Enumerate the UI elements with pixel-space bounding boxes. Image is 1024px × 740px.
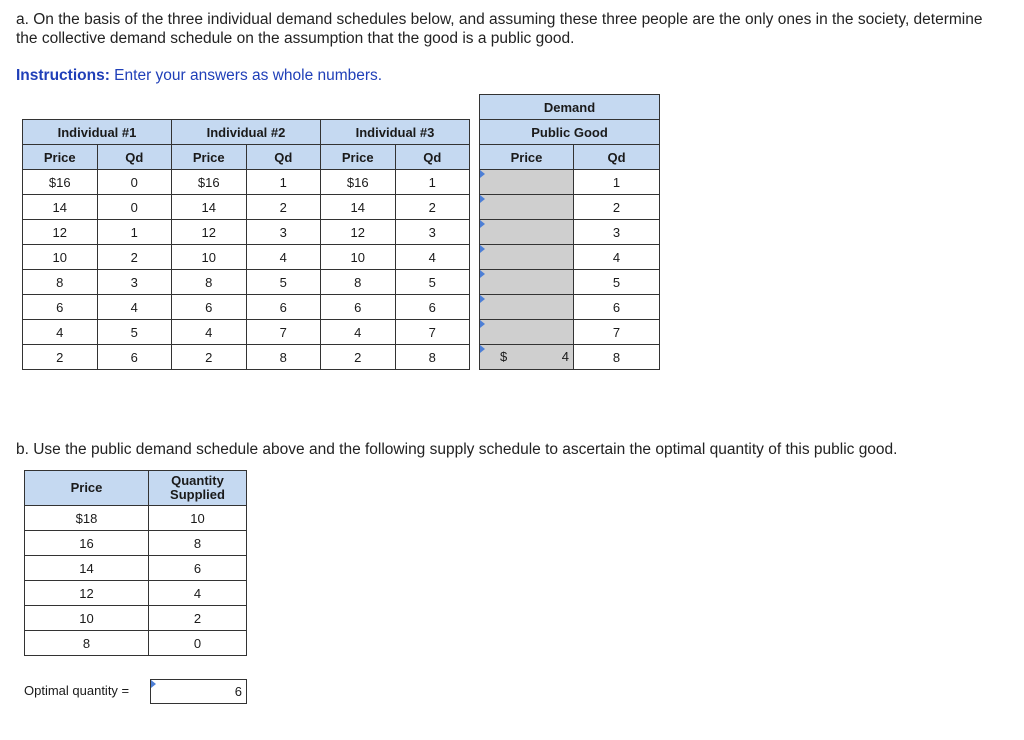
qd-cell: 2 bbox=[97, 245, 172, 270]
col-qd: Qd bbox=[395, 145, 470, 170]
input-flag-icon bbox=[480, 195, 485, 203]
table-row bbox=[480, 245, 660, 270]
table-row bbox=[480, 195, 660, 220]
optimal-quantity-label: Optimal quantity = bbox=[24, 683, 130, 698]
table-row bbox=[480, 295, 660, 320]
table-row bbox=[23, 295, 470, 320]
qd-cell: 4 bbox=[97, 295, 172, 320]
demand-price-input[interactable] bbox=[480, 195, 574, 220]
demand-price-input[interactable] bbox=[480, 170, 574, 195]
supply-price-cell: 16 bbox=[25, 531, 149, 556]
demand-qd-cell: 5 bbox=[574, 270, 660, 295]
price-cell: 2 bbox=[172, 345, 247, 370]
price-cell: 10 bbox=[172, 245, 247, 270]
input-flag-icon bbox=[480, 170, 485, 178]
qd-cell: 8 bbox=[395, 345, 470, 370]
table-row bbox=[25, 581, 247, 606]
qd-cell: 3 bbox=[97, 270, 172, 295]
supply-quantity-cell: 4 bbox=[149, 581, 247, 606]
qd-cell: 1 bbox=[395, 170, 470, 195]
demand-subtitle: Public Good bbox=[480, 120, 660, 145]
price-cell: 12 bbox=[23, 220, 98, 245]
supply-price-cell: 14 bbox=[25, 556, 149, 581]
price-cell: 8 bbox=[321, 270, 396, 295]
supply-quantity-cell: 8 bbox=[149, 531, 247, 556]
table-row bbox=[480, 345, 660, 370]
col-price: Price bbox=[321, 145, 396, 170]
question-a-text: a. On the basis of the three individual demand schedules below, and assuming these three people are the only ones in the society, determine the collective demand schedule on the assumption that the good is a public good. bbox=[16, 11, 983, 47]
price-cell: 14 bbox=[23, 195, 98, 220]
supply-col-price: Price bbox=[25, 471, 149, 506]
demand-col-price: Price bbox=[480, 145, 574, 170]
qd-cell: 3 bbox=[395, 220, 470, 245]
qd-cell: 2 bbox=[395, 195, 470, 220]
table-row bbox=[23, 195, 470, 220]
table-row bbox=[23, 220, 470, 245]
price-cell: $16 bbox=[23, 170, 98, 195]
demand-qd-cell: 8 bbox=[574, 345, 660, 370]
instructions bbox=[16, 66, 382, 85]
qd-cell: 6 bbox=[395, 295, 470, 320]
input-flag-icon bbox=[480, 320, 485, 328]
demand-price-input[interactable] bbox=[480, 320, 574, 345]
demand-qd-cell: 1 bbox=[574, 170, 660, 195]
qd-cell: 5 bbox=[97, 320, 172, 345]
qd-cell: 4 bbox=[395, 245, 470, 270]
price-cell: 10 bbox=[321, 245, 396, 270]
table-row bbox=[25, 531, 247, 556]
price-cell: 6 bbox=[23, 295, 98, 320]
price-cell: 6 bbox=[321, 295, 396, 320]
demand-qd-cell: 4 bbox=[574, 245, 660, 270]
input-flag-icon bbox=[480, 345, 485, 353]
qd-cell: 5 bbox=[246, 270, 321, 295]
input-flag-icon bbox=[480, 245, 485, 253]
optimal-quantity-input[interactable] bbox=[150, 679, 247, 704]
table-row bbox=[23, 345, 470, 370]
qd-cell: 8 bbox=[246, 345, 321, 370]
price-cell: 14 bbox=[321, 195, 396, 220]
supply-price-cell: 10 bbox=[25, 606, 149, 631]
individual-demand-table bbox=[22, 119, 470, 370]
currency-symbol: $ bbox=[500, 349, 508, 364]
demand-qd-cell: 2 bbox=[574, 195, 660, 220]
table-row bbox=[23, 270, 470, 295]
supply-price-cell: $18 bbox=[25, 506, 149, 531]
input-flag-icon bbox=[480, 270, 485, 278]
price-cell: 8 bbox=[172, 270, 247, 295]
qd-cell: 6 bbox=[97, 345, 172, 370]
col-qd: Qd bbox=[97, 145, 172, 170]
individual-3-header: Individual #3 bbox=[321, 120, 470, 145]
price-cell: 2 bbox=[23, 345, 98, 370]
supply-quantity-cell: 10 bbox=[149, 506, 247, 531]
price-cell: 4 bbox=[321, 320, 396, 345]
demand-price-value: 4 bbox=[561, 349, 569, 364]
demand-price-input[interactable] bbox=[480, 245, 574, 270]
supply-col-quantity-line2: Supplied bbox=[170, 487, 225, 502]
col-qd: Qd bbox=[246, 145, 321, 170]
demand-title: Demand bbox=[480, 95, 660, 120]
table-row bbox=[23, 170, 470, 195]
table-row bbox=[25, 506, 247, 531]
qd-cell: 4 bbox=[246, 245, 321, 270]
table-row bbox=[480, 320, 660, 345]
qd-cell: 1 bbox=[97, 220, 172, 245]
demand-qd-cell: 6 bbox=[574, 295, 660, 320]
price-cell: 10 bbox=[23, 245, 98, 270]
supply-quantity-cell: 0 bbox=[149, 631, 247, 656]
supply-price-cell: 12 bbox=[25, 581, 149, 606]
supply-col-quantity-line1: Quantity bbox=[171, 473, 224, 488]
qd-cell: 1 bbox=[246, 170, 321, 195]
supply-col-quantity bbox=[149, 471, 247, 506]
table-row bbox=[23, 245, 470, 270]
col-price: Price bbox=[172, 145, 247, 170]
demand-price-input[interactable] bbox=[480, 345, 574, 370]
table-row bbox=[25, 631, 247, 656]
qd-cell: 7 bbox=[246, 320, 321, 345]
price-cell: 2 bbox=[321, 345, 396, 370]
optimal-quantity-value: 6 bbox=[234, 684, 242, 699]
supply-quantity-cell: 6 bbox=[149, 556, 247, 581]
supply-table bbox=[24, 470, 247, 656]
input-flag-icon bbox=[480, 295, 485, 303]
price-cell: $16 bbox=[172, 170, 247, 195]
demand-price-input[interactable] bbox=[480, 295, 574, 320]
table-row bbox=[25, 606, 247, 631]
demand-qd-cell: 3 bbox=[574, 220, 660, 245]
table-row bbox=[480, 270, 660, 295]
price-cell: $16 bbox=[321, 170, 396, 195]
demand-qd-cell: 7 bbox=[574, 320, 660, 345]
supply-quantity-cell: 2 bbox=[149, 606, 247, 631]
individual-1-header: Individual #1 bbox=[23, 120, 172, 145]
price-cell: 4 bbox=[23, 320, 98, 345]
instructions-label: Instructions: bbox=[16, 67, 110, 84]
instructions-text: Enter your answers as whole numbers. bbox=[109, 67, 383, 84]
table-row bbox=[480, 170, 660, 195]
input-flag-icon bbox=[480, 220, 485, 228]
input-flag-icon bbox=[151, 680, 156, 688]
table-row bbox=[25, 556, 247, 581]
qd-cell: 0 bbox=[97, 195, 172, 220]
col-price: Price bbox=[23, 145, 98, 170]
price-cell: 8 bbox=[23, 270, 98, 295]
qd-cell: 6 bbox=[246, 295, 321, 320]
table-row bbox=[23, 320, 470, 345]
price-cell: 12 bbox=[172, 220, 247, 245]
price-cell: 4 bbox=[172, 320, 247, 345]
demand-price-input[interactable] bbox=[480, 220, 574, 245]
public-demand-table bbox=[479, 94, 660, 370]
price-cell: 12 bbox=[321, 220, 396, 245]
individual-2-header: Individual #2 bbox=[172, 120, 321, 145]
table-row bbox=[480, 220, 660, 245]
qd-cell: 2 bbox=[246, 195, 321, 220]
price-cell: 14 bbox=[172, 195, 247, 220]
price-cell: 6 bbox=[172, 295, 247, 320]
demand-col-qd: Qd bbox=[574, 145, 660, 170]
supply-price-cell: 8 bbox=[25, 631, 149, 656]
qd-cell: 5 bbox=[395, 270, 470, 295]
question-b-text: b. Use the public demand schedule above and the following supply schedule to ascertain the optimal quantity of this public good. bbox=[16, 441, 898, 458]
qd-cell: 3 bbox=[246, 220, 321, 245]
qd-cell: 7 bbox=[395, 320, 470, 345]
qd-cell: 0 bbox=[97, 170, 172, 195]
demand-price-input[interactable] bbox=[480, 270, 574, 295]
